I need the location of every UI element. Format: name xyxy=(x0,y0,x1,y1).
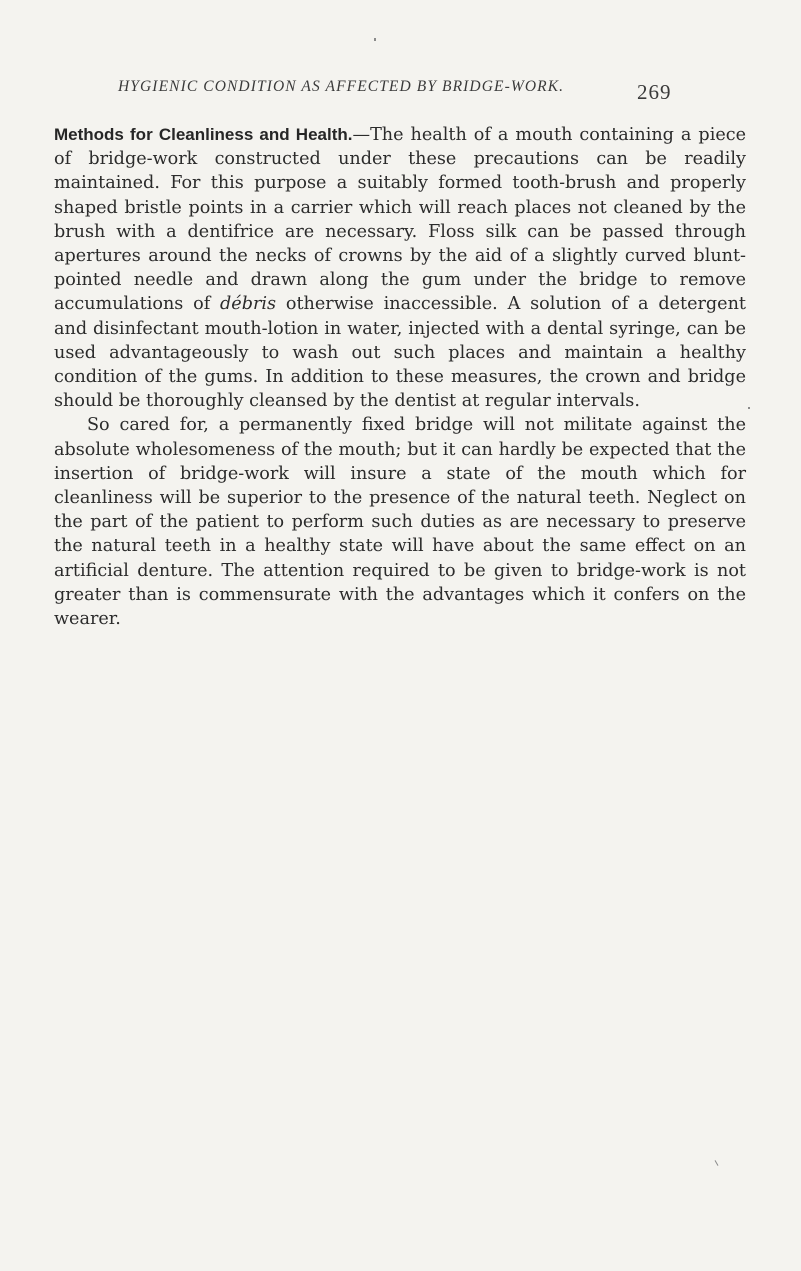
scan-speck xyxy=(374,38,376,41)
paragraph-2: So cared for, a permanently fixed bridge will not militate against the absolute wholesomeness of the mouth; but it can hardly be expected that the insertion of bridge-work will insure a state of the mouth which for cleanliness will be superior to the presence of the natural teeth. Neglect on the part of the patient to perform such duties as are necessary to preserve the natural teeth in a healthy state will have about the same effect on an artificial denture. The attention required to be given to bridge-work is not greater than is commensurate with the advantages which it confers on the wearer. xyxy=(54,415,746,630)
page-number: 269 xyxy=(637,80,672,104)
body-text xyxy=(54,123,746,631)
paragraph-1-italic-term: débris xyxy=(220,294,277,315)
paragraph-1-text-b: otherwise inaccessible. A solution of a detergent and disinfectant mouth-lotion in water, injected with a dental syringe, can be used advantageously to wash out such places and maintain a healthy condition of the gums. In addition to these measures, the crown and bridge should be thoroughly cleansed by the dentist at regular intervals. xyxy=(54,294,746,412)
section-heading: Methods for Cleanliness and Health. xyxy=(54,125,353,144)
scan-speck xyxy=(715,1160,719,1166)
heading-dash: — xyxy=(352,125,371,145)
paragraph-1 xyxy=(54,123,746,413)
paragraph-1-text-a: The health of a mouth containing a piece of bridge-work constructed under these precautions can be readily maintained. For this purpose a suitably formed tooth-brush and properly shaped bristle points in a carrier which will reach places not cleaned by the brush with a dentifrice are necessary. Floss silk can be passed through apertures around the necks of crowns by the aid of a slightly curved blunt-pointed needle and drawn along the gum under the bridge to remove accumulations of xyxy=(54,125,746,315)
scan-speck xyxy=(748,407,750,409)
running-head: HYGIENIC CONDITION AS AFFECTED BY BRIDGE-WORK. xyxy=(118,78,565,95)
